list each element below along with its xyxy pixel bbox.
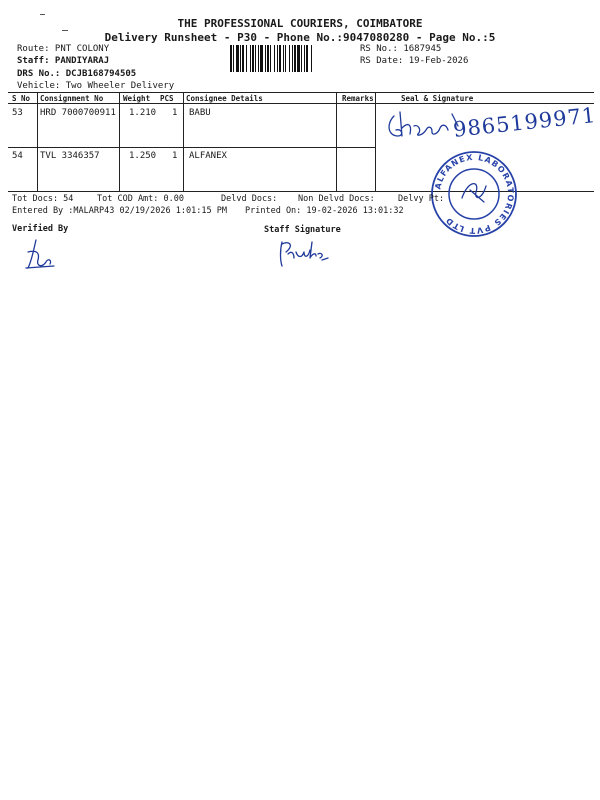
drs-label: DRS No.: DCJB168794505	[17, 69, 137, 79]
barcode-bar	[240, 45, 241, 72]
barcode-bar	[283, 45, 284, 72]
company-title: THE PROFESSIONAL COURIERS, COIMBATORE	[177, 17, 423, 30]
printed-on: Printed On: 19-02-2026 13:01:32	[245, 206, 404, 216]
staff-signature-label: Staff Signature	[264, 225, 341, 235]
barcode-bar	[265, 45, 266, 72]
barcode-bar	[267, 45, 269, 72]
barcode-bar	[297, 45, 300, 72]
barcode-bar	[230, 45, 232, 72]
barcode-bar	[304, 45, 305, 72]
barcode-bar	[258, 45, 259, 72]
entered-by: Entered By :MALARP43 02/19/2026 1:01:15 PM	[12, 206, 227, 216]
barcode-bar	[306, 45, 308, 72]
rs-date: RS Date: 19-Feb-2026	[360, 56, 469, 66]
barcode-bar	[285, 45, 286, 72]
barcode-bar	[274, 45, 275, 72]
receiver-signature	[382, 106, 462, 146]
verifier-signature	[22, 238, 62, 272]
barcode-bar	[250, 45, 251, 72]
row-pcs: 1	[172, 151, 178, 161]
barcode-bar	[236, 45, 239, 72]
barcode-bar	[246, 45, 247, 72]
barcode-bar	[252, 45, 254, 72]
scan-mark	[40, 14, 45, 15]
stamp-text: ALFANEX LABORATORIES PVT LTD	[433, 152, 516, 236]
staff-label: Staff: PANDIYARAJ	[17, 56, 110, 66]
col-weight: Weight	[123, 94, 151, 103]
barcode-bar	[292, 45, 293, 72]
barcode-bar	[260, 45, 263, 72]
vehicle-label: Vehicle: Two Wheeler Delivery	[17, 81, 175, 91]
col-seal: Seal & Signature	[401, 94, 474, 103]
row-pcs: 1	[172, 108, 178, 118]
rs-number: RS No.: 1687945	[360, 44, 442, 54]
col-consignment: Consignment No	[40, 94, 104, 103]
barcode-bar	[242, 45, 244, 72]
barcode-bar	[255, 45, 256, 72]
barcode-bar	[279, 45, 281, 72]
barcode-bar	[294, 45, 296, 72]
row-consignment: TVL 3346357	[40, 151, 100, 161]
non-delivered-docs: Non Delvd Docs:	[298, 194, 375, 204]
verified-by-label: Verified By	[12, 224, 69, 234]
delivery-percentage: Delvy Pt:	[398, 194, 445, 204]
barcode-bar	[289, 45, 290, 72]
row-consignee: BABU	[189, 108, 211, 118]
barcode-bar	[270, 45, 271, 72]
col-sno: S No	[12, 94, 31, 103]
col-pcs: PCS	[160, 94, 174, 103]
handwritten-phone: 9865199971	[452, 102, 598, 142]
row-weight: 1.250	[129, 151, 157, 161]
total-docs: Tot Docs: 54	[12, 194, 74, 204]
row-weight: 1.210	[129, 108, 157, 118]
col-consignee: Consignee Details	[186, 94, 263, 103]
barcode	[230, 45, 355, 72]
col-remarks: Remarks	[342, 94, 374, 103]
barcode-bar	[301, 45, 302, 72]
row-consignee: ALFANEX	[189, 151, 227, 161]
barcode-bar	[277, 45, 278, 72]
row-sno: 54	[12, 151, 23, 161]
runsheet-subtitle: Delivery Runsheet - P30 - Phone No.:9047080280 - Page No.:5	[104, 31, 496, 44]
row-sno: 53	[12, 108, 23, 118]
route-label: Route: PNT COLONY	[17, 44, 110, 54]
row-consignment: HRD 7000700911	[40, 108, 116, 118]
staff-signature	[276, 236, 332, 270]
barcode-bar	[233, 45, 234, 72]
total-cod-amount: Tot COD Amt: 0.00	[97, 194, 184, 204]
delivered-docs: Delvd Docs:	[221, 194, 278, 204]
barcode-bar	[311, 45, 312, 72]
